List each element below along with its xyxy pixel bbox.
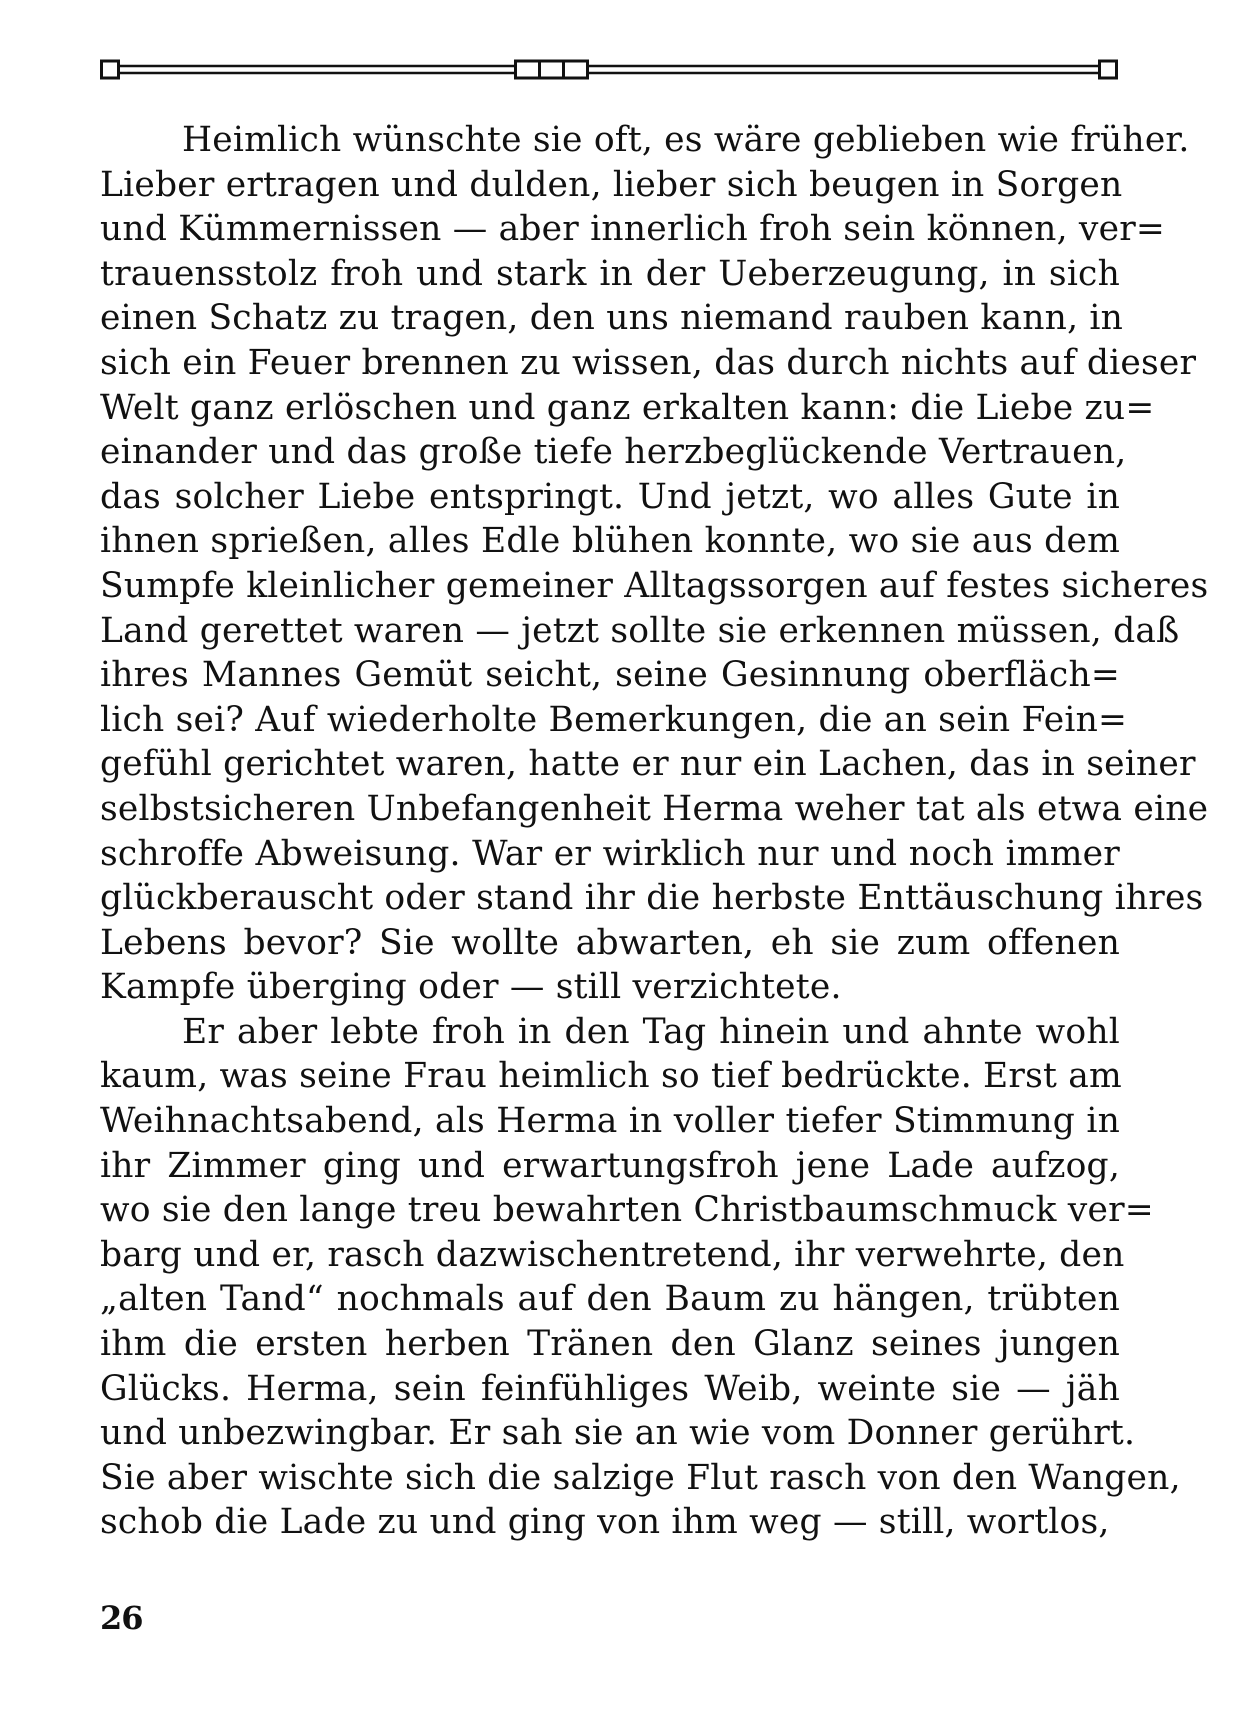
text-line: sich ein Feuer brennen zu wissen, das durch nichts auf dieser <box>100 342 1197 383</box>
text-line: Sumpfe kleinlicher gemeiner Alltagssorgen auf festes sicheres <box>100 565 1209 606</box>
paragraph-2 <box>100 1010 1181 1545</box>
ornament-center-box-3 <box>564 61 588 78</box>
ornament-graphic <box>100 58 1120 84</box>
text-line: Weihnachtsabend, als Herma in voller tiefer Stimmung in <box>100 1101 1120 1142</box>
text-line: schob die Lade zu und ging von ihm weg — still, wortlos, <box>100 1502 1110 1543</box>
text-line: einander und das große tiefe herzbeglückende Vertrauen, <box>100 432 1127 473</box>
ornament-center-box-2 <box>540 61 564 78</box>
text-line: wo sie den lange treu bewahrten Christbaumschmuck ver= <box>100 1190 1154 1231</box>
text-line: glückberauscht oder stand ihr die herbste Enttäuschung ihres <box>100 878 1204 919</box>
text-line: gefühl gerichtet waren, hatte er nur ein Lachen, das in seiner <box>100 744 1196 785</box>
text-line: das solcher Liebe entspringt. Und jetzt, wo alles Gute in <box>100 476 1120 517</box>
body-text <box>100 118 1209 1545</box>
text-line: ihr Zimmer ging und erwartungsfroh jene Lade aufzog, <box>100 1145 1120 1186</box>
text-line: lich sei? Auf wiederholte Bemerkungen, die an sein Fein= <box>100 699 1128 740</box>
ornament-center-box-1 <box>516 61 540 78</box>
text-line: einen Schatz zu tragen, den uns niemand rauben kann, in <box>100 298 1124 339</box>
text-line: selbstsicheren Unbefangenheit Herma weher tat als etwa eine <box>100 788 1209 829</box>
text-line: ihnen sprießen, alles Edle blühen konnte, wo sie aus dem <box>100 521 1120 562</box>
text-line: trauensstolz froh und stark in der Ueberzeugung, in sich <box>100 253 1120 294</box>
text-line: Lieber ertragen und dulden, lieber sich beugen in Sorgen <box>100 164 1123 205</box>
text-line: Lebens bevor? Sie wollte abwarten, eh sie zum offenen <box>100 922 1120 963</box>
text-line: Welt ganz erlöschen und ganz erkalten kann: die Liebe zu= <box>100 387 1155 428</box>
text-line: barg und er, rasch dazwischentretend, ihr verwehrte, den <box>100 1234 1125 1275</box>
text-line: ihm die ersten herben Tränen den Glanz seines jungen <box>100 1324 1120 1365</box>
ornament-right-box <box>1100 61 1117 78</box>
ornament-left-box <box>102 61 119 78</box>
text-line: „alten Tand“ nochmals auf den Baum zu hängen, trübten <box>100 1279 1120 1320</box>
text-line: Glücks. Herma, sein feinfühliges Weib, weinte sie — jäh <box>100 1368 1120 1409</box>
text-line: Er aber lebte froh in den Tag hinein und ahnte wohl <box>182 1011 1120 1052</box>
text-line: Sie aber wischte sich die salzige Flut rasch von den Wangen, <box>100 1457 1181 1498</box>
text-line: und unbezwingbar. Er sah sie an wie vom Donner gerührt. <box>100 1413 1136 1454</box>
text-line: Heimlich wünschte sie oft, es wäre geblieben wie früher. <box>182 120 1190 160</box>
page-number: 26 <box>100 1599 143 1637</box>
top-ornament-rule <box>100 58 1120 84</box>
text-line: Kampfe überging oder — still verzichtete. <box>100 967 842 1008</box>
text-line: und Kümmernissen — aber innerlich froh sein können, ver= <box>100 209 1166 250</box>
text-line: Land gerettet waren — jetzt sollte sie erkennen müssen, daß <box>100 610 1180 651</box>
text-line: kaum, was seine Frau heimlich so tief bedrückte. Erst am <box>100 1056 1122 1097</box>
text-line: schroffe Abweisung. War er wirklich nur und noch immer <box>100 833 1120 874</box>
text-line: ihres Mannes Gemüt seicht, seine Gesinnung oberfläch= <box>100 655 1120 696</box>
paragraph-1 <box>100 118 1209 1010</box>
